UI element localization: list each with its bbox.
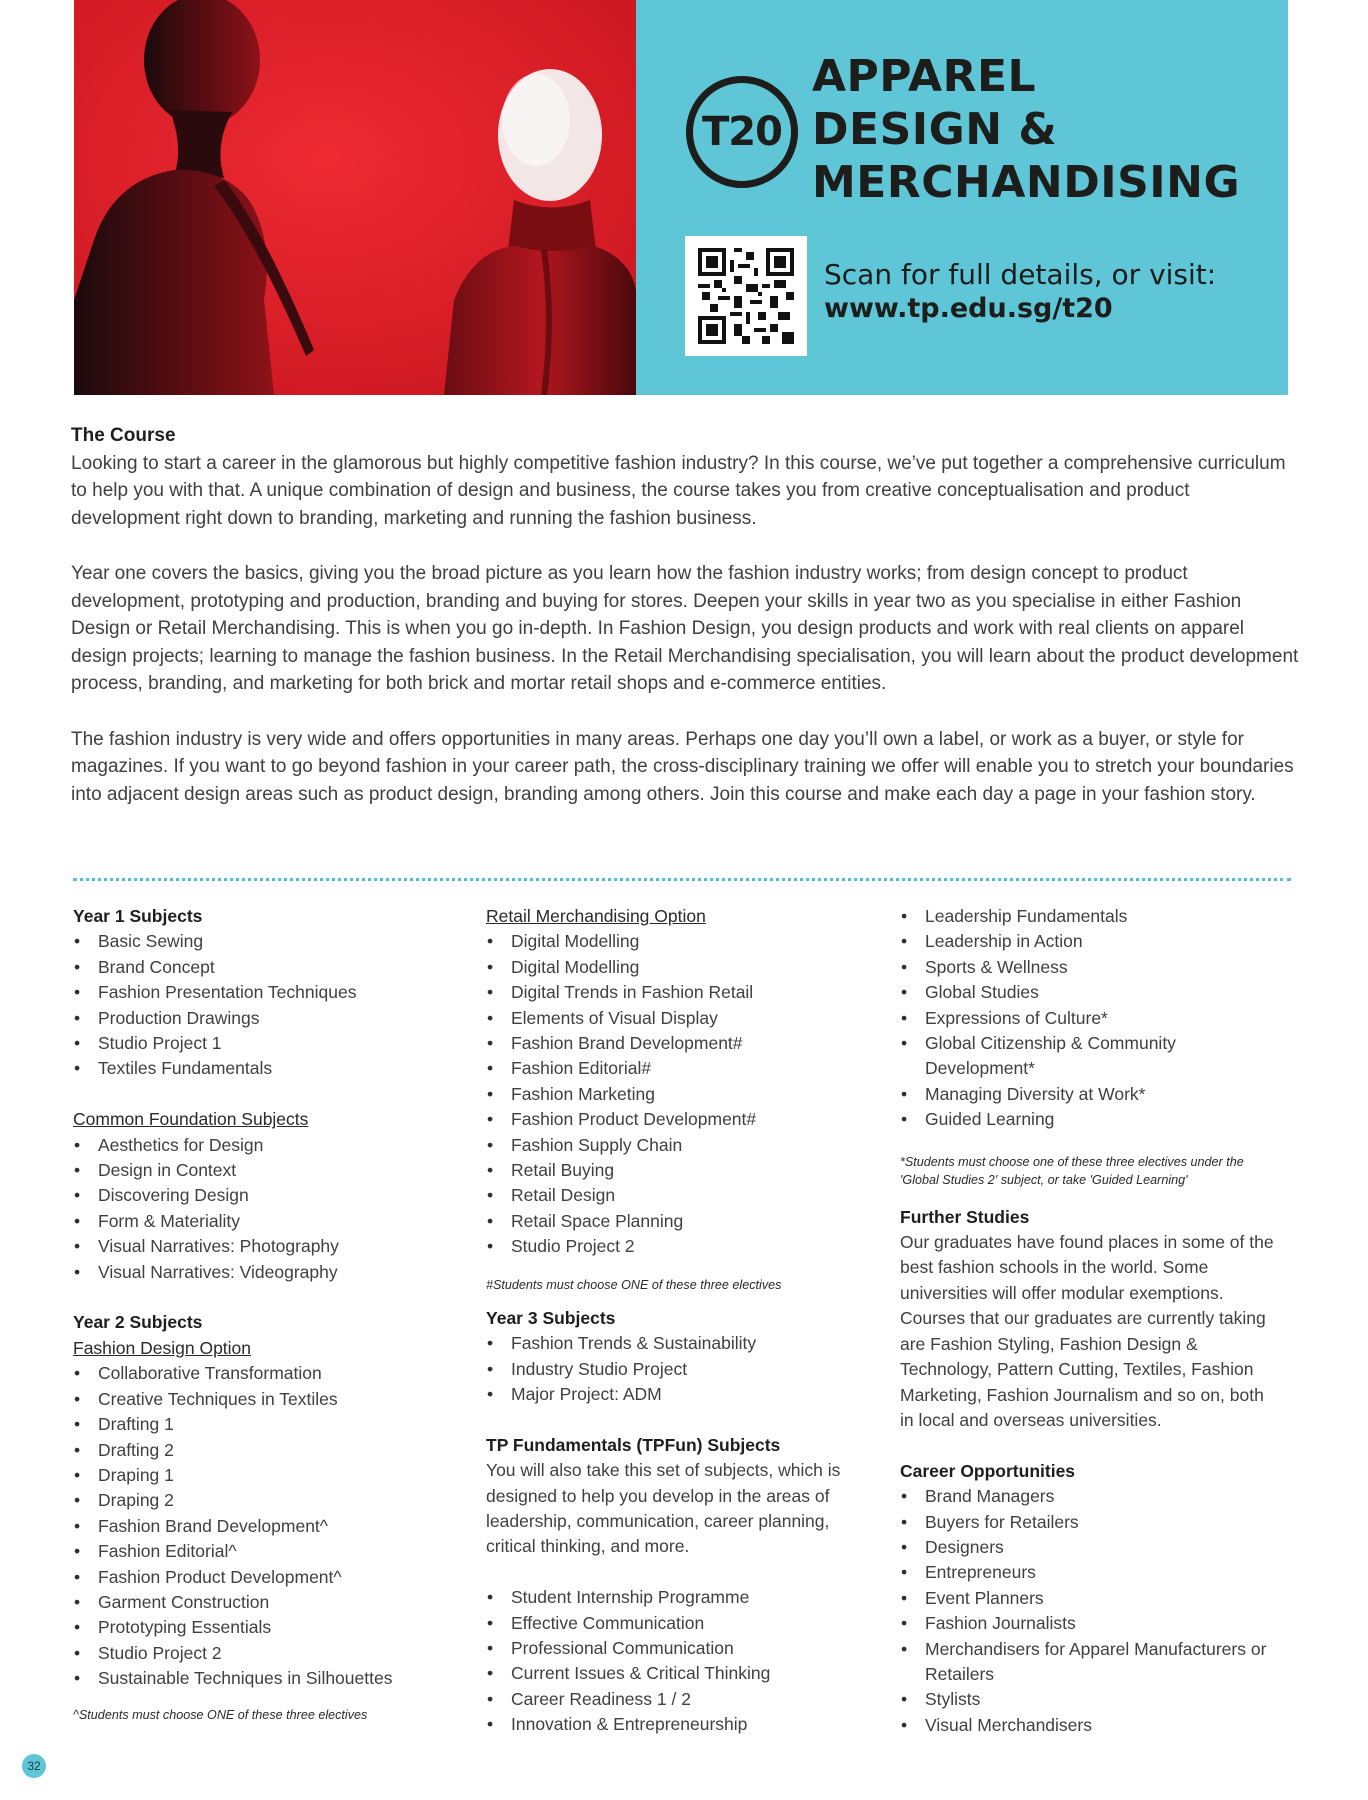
qr-code[interactable]: [685, 236, 807, 356]
list-item: • Prototyping Essentials: [73, 1615, 473, 1640]
list-item: • Visual Merchandisers: [900, 1713, 1300, 1738]
list-item: • Stylists: [900, 1687, 1300, 1712]
subjects-column-2: [486, 904, 886, 1738]
list-item: • Sustainable Techniques in Silhouettes: [73, 1666, 473, 1691]
course-title-line: MERCHANDISING: [812, 157, 1241, 208]
list-item: • Fashion Trends & Sustainability: [486, 1331, 886, 1356]
list-item: • Fashion Supply Chain: [486, 1133, 886, 1158]
list-item: • Creative Techniques in Textiles: [73, 1387, 473, 1412]
list-item: • Elements of Visual Display: [486, 1006, 886, 1031]
course-paragraph: Year one covers the basics, giving you the broad picture as you learn how the fashion industry works; from design concept to product development, prototyping and production, branding and buying for stores. Deepen your skills in year two as you specialise in either Fashion Design or Retail Merchandising. This is when you go in-depth. In Fashion Design, you design products and work with real clients on apparel design projects; learning to manage the fashion business. In the Retail Merchandising specialisation, you will learn about the product development process, branding, and marketing for both brick and mortar retail shops and e-commerce entities.: [71, 562, 1299, 695]
career-list: [900, 1484, 1300, 1738]
list-item: • Global Citizenship & Community Development*: [900, 1031, 1230, 1082]
list-item: • Brand Managers: [900, 1484, 1300, 1509]
subjects-column-3: [900, 904, 1300, 1738]
course-title-line: DESIGN &: [812, 104, 1058, 155]
course-paragraph: Looking to start a career in the glamorous but highly competitive fashion industry? In this course, we’ve put together a comprehensive curriculum to help you with that. A unique combination of design and business, the course takes you from creative conceptualisation and product development right down to branding, marketing and running the fashion business.: [71, 452, 1286, 529]
list-item: • Merchandisers for Apparel Manufacturers or Retailers: [900, 1637, 1275, 1688]
list-item: • Fashion Brand Development^: [73, 1514, 473, 1539]
list-item: • Digital Modelling: [486, 955, 886, 980]
list-item: • Aesthetics for Design: [73, 1133, 473, 1158]
course-heading: The Course: [71, 425, 176, 446]
list-item: • Draping 1: [73, 1463, 473, 1488]
list-item: • Drafting 1: [73, 1412, 473, 1437]
header-banner: [74, 0, 1288, 395]
scan-instructions: [824, 258, 1216, 326]
list-item: • Drafting 2: [73, 1438, 473, 1463]
list-item: • Visual Narratives: Photography: [73, 1234, 473, 1259]
list-item: • Basic Sewing: [73, 929, 473, 954]
fashion-design-option-heading: Fashion Design Option: [73, 1337, 252, 1358]
list-item: • Retail Space Planning: [486, 1209, 886, 1234]
retail-merchandising-list: [486, 929, 886, 1259]
list-item: • Global Studies: [900, 980, 1300, 1005]
list-item: • Innovation & Entrepreneurship: [486, 1712, 886, 1737]
list-item: • Guided Learning: [900, 1107, 1300, 1132]
list-item: • Digital Trends in Fashion Retail: [486, 980, 886, 1005]
common-foundation-list: [73, 1133, 473, 1285]
list-item: • Garment Construction: [73, 1590, 473, 1615]
list-item: • Retail Design: [486, 1183, 886, 1208]
qr-code-icon: [698, 248, 794, 344]
list-item: • Fashion Product Development#: [486, 1107, 886, 1132]
course-title-panel: [636, 0, 1288, 395]
tpfun-list-continued: [900, 904, 1300, 1133]
list-item: • Student Internship Programme: [486, 1585, 886, 1610]
list-item: • Managing Diversity at Work*: [900, 1082, 1300, 1107]
list-item: • Expressions of Culture*: [900, 1006, 1300, 1031]
list-item: • Draping 2: [73, 1488, 473, 1513]
list-item: • Industry Studio Project: [486, 1357, 886, 1382]
fashion-elective-note: ^Students must choose ONE of these three electives: [73, 1707, 368, 1722]
list-item: • Fashion Brand Development#: [486, 1031, 886, 1056]
mannequin-illustration: [74, 0, 636, 395]
course-paragraph: The fashion industry is very wide and offers opportunities in many areas. Perhaps one day you’ll own a label, or work as a buyer, or style for magazines. If you want to go beyond fashion in your career path, the cross-disciplinary training we offer will enable you to stretch your boundaries into adjacent design areas such as product design, branding among others. Join this course and make each day a page in your fashion story.: [71, 728, 1294, 805]
year3-list: [486, 1331, 886, 1407]
list-item: • Fashion Product Development^: [73, 1565, 473, 1590]
list-item: • Fashion Presentation Techniques: [73, 980, 473, 1005]
list-item: • Discovering Design: [73, 1183, 473, 1208]
list-item: • Leadership in Action: [900, 929, 1300, 954]
year3-heading: Year 3 Subjects: [486, 1307, 616, 1328]
list-item: • Entrepreneurs: [900, 1560, 1300, 1585]
year1-heading: Year 1 Subjects: [73, 906, 203, 926]
list-item: • Designers: [900, 1535, 1300, 1560]
list-item: • Career Readiness 1 / 2: [486, 1687, 886, 1712]
list-item: • Form & Materiality: [73, 1209, 473, 1234]
list-item: • Fashion Editorial#: [486, 1056, 886, 1081]
list-item: • Current Issues & Critical Thinking: [486, 1661, 886, 1686]
list-item: • Major Project: ADM: [486, 1382, 886, 1407]
scan-text: Scan for full details, or visit:: [824, 258, 1217, 291]
list-item: • Sports & Wellness: [900, 955, 1300, 980]
dotted-divider: [73, 878, 1291, 881]
list-item: • Retail Buying: [486, 1158, 886, 1183]
list-item: • Production Drawings: [73, 1006, 473, 1031]
course-title: [812, 50, 1272, 209]
further-studies-heading: Further Studies: [900, 1206, 1030, 1227]
list-item: • Leadership Fundamentals: [900, 904, 1300, 929]
retail-elective-note: #Students must choose ONE of these three electives: [486, 1277, 782, 1292]
course-title-line: APPAREL: [812, 51, 1037, 102]
career-heading: Career Opportunities: [900, 1460, 1076, 1481]
list-item: • Fashion Journalists: [900, 1611, 1300, 1636]
list-item: • Visual Narratives: Videography: [73, 1260, 473, 1285]
list-item: • Event Planners: [900, 1586, 1300, 1611]
list-item: • Effective Communication: [486, 1611, 886, 1636]
page-number: 32: [22, 1754, 46, 1778]
global-studies-note: *Students must choose one of these three electives under the 'Global Studies 2' subject, or take 'Guided Learning': [900, 1154, 1244, 1187]
tpfun-heading: TP Fundamentals (TPFun) Subjects: [486, 1434, 781, 1455]
list-item: • Studio Project 2: [73, 1641, 473, 1666]
list-item: • Fashion Editorial^: [73, 1539, 473, 1564]
mannequin-photo: [74, 0, 636, 395]
list-item: • Textiles Fundamentals: [73, 1056, 473, 1081]
further-studies-text: Our graduates have found places in some of the best fashion schools in the world. Some universities will offer modular exemptions. Courses that our graduates are currently taking are Fashion Styling, Fashion Design & Technology, Pattern Cutting, Textiles, Fashion Marketing, Fashion Journalism and so on, both in local and overseas universities.: [900, 1232, 1274, 1430]
list-item: • Fashion Marketing: [486, 1082, 886, 1107]
fashion-design-list: [73, 1361, 473, 1691]
list-item: • Digital Modelling: [486, 929, 886, 954]
subjects-column-1: [73, 904, 473, 1724]
common-foundation-heading: Common Foundation Subjects: [73, 1109, 309, 1130]
year1-list: [73, 929, 473, 1081]
list-item: • Studio Project 1: [73, 1031, 473, 1056]
list-item: • Buyers for Retailers: [900, 1510, 1300, 1535]
course-description: [71, 422, 1301, 836]
retail-merchandising-option-heading: Retail Merchandising Option: [486, 906, 706, 926]
list-item: • Collaborative Transformation: [73, 1361, 473, 1386]
list-item: • Studio Project 2: [486, 1234, 886, 1259]
tpfun-list: [486, 1585, 886, 1737]
course-code-logo: [686, 76, 798, 188]
list-item: • Professional Communication: [486, 1636, 886, 1661]
list-item: • Brand Concept: [73, 955, 473, 980]
course-code: T20: [702, 109, 782, 155]
list-item: • Design in Context: [73, 1158, 473, 1183]
tpfun-intro: You will also take this set of subjects, which is designed to help you develop in the areas of leadership, communication, career planning, critical thinking, and more.: [486, 1460, 841, 1557]
course-url-link[interactable]: www.tp.edu.sg/t20: [824, 293, 1113, 324]
year2-heading: Year 2 Subjects: [73, 1312, 203, 1333]
